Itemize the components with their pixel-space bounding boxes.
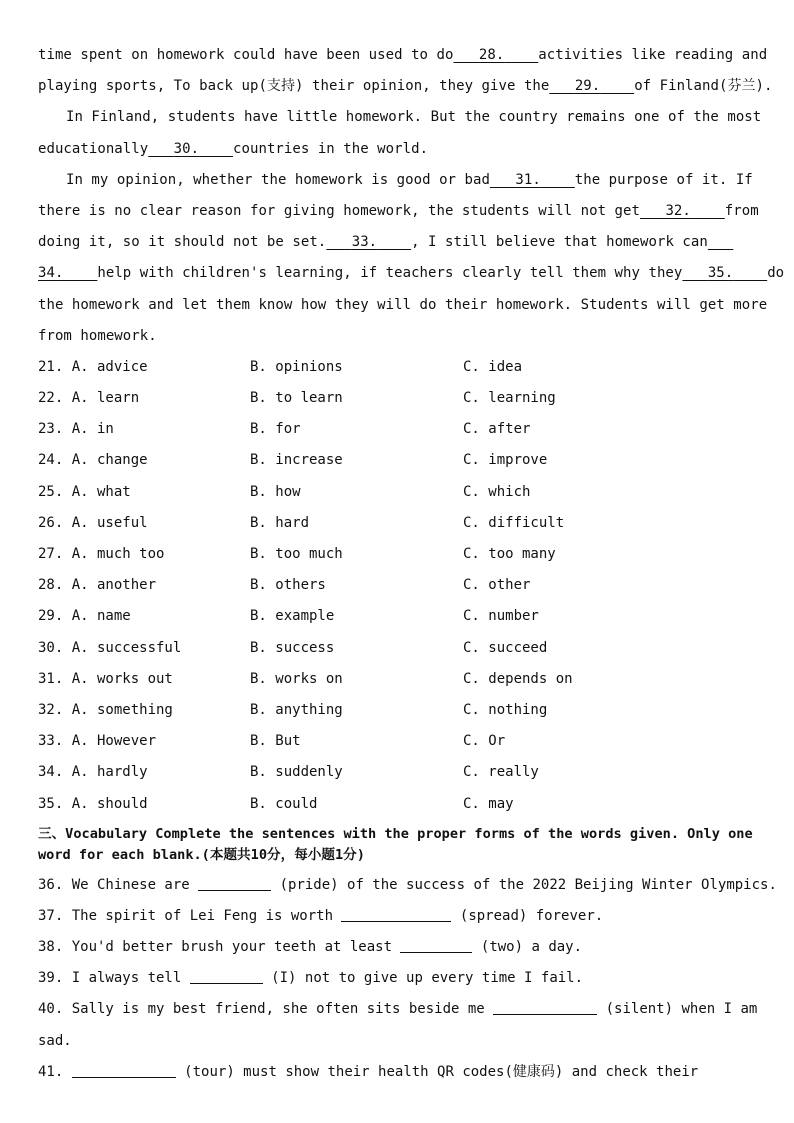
option-b: B. increase <box>250 452 343 469</box>
option-b: B. to learn <box>250 390 343 407</box>
passage-line: playing sports, To back up(支持) their opinion, they give the 29. of Finland(芬兰). <box>38 71 760 102</box>
option-c: C. nothing <box>463 701 548 718</box>
option-row <box>38 352 760 383</box>
option-a: 31. A. works out <box>38 670 173 687</box>
option-a: 22. A. learn <box>38 390 140 407</box>
option-b: B. success <box>250 639 335 656</box>
vocab-question-37: 37. The spirit of Lei Feng is worth (spread) forever. <box>38 907 604 924</box>
section-heading: 三、Vocabulary Complete the sentences with the proper forms of the words given. Only one word for each blank.(本题共10分，每小题1分) <box>38 825 753 863</box>
option-b: B. others <box>250 577 326 594</box>
option-b: B. anything <box>250 701 343 718</box>
option-row <box>38 445 760 476</box>
option-a: 35. A. should <box>38 795 148 812</box>
blank-33: 33. <box>351 234 378 251</box>
option-c: C. really <box>463 764 539 781</box>
option-a: 21. A. advice <box>38 358 148 375</box>
blank-30: 30. <box>173 140 200 157</box>
option-a: 28. A. another <box>38 577 157 594</box>
passage-line: there is no clear reason for giving homework, the students will not get 32. from <box>38 196 760 227</box>
option-c: C. number <box>463 608 539 625</box>
option-c: C. which <box>463 483 531 500</box>
option-a: 33. A. However <box>38 733 157 750</box>
option-a: 30. A. successful <box>38 639 182 656</box>
blank-31: 31. <box>515 171 541 188</box>
answer-blank[interactable] <box>341 907 451 922</box>
passage-line: from homework. <box>38 327 157 344</box>
passage-line: 34. help with children's learning, if teachers clearly tell them why they 35. do <box>38 258 760 289</box>
answer-blank[interactable] <box>493 1000 597 1015</box>
option-a: 25. A. what <box>38 483 131 500</box>
options-list <box>38 352 760 820</box>
vocab-question-39: 39. I always tell (I) not to give up every time I fail. <box>38 970 584 987</box>
blank-34: 34. <box>38 265 64 282</box>
vocab-question-38: 38. You'd better brush your teeth at least (two) a day. <box>38 939 583 956</box>
option-a: 32. A. something <box>38 701 173 718</box>
answer-blank[interactable] <box>190 969 263 984</box>
option-b: B. how <box>250 483 301 500</box>
option-c: C. other <box>463 577 531 594</box>
option-a: 24. A. change <box>38 452 148 469</box>
option-b: B. But <box>250 733 301 750</box>
option-b: B. for <box>250 421 301 438</box>
worksheet-page <box>38 40 785 1088</box>
option-row <box>38 508 760 539</box>
option-row <box>38 664 760 695</box>
vocab-question-40: 40. Sally is my best friend, she often sits beside me (silent) when I am <box>38 1001 758 1018</box>
answer-blank[interactable] <box>198 876 271 891</box>
passage-line: In Finland, students have little homework. But the country remains one of the most <box>66 109 762 126</box>
option-a: 29. A. name <box>38 608 131 625</box>
option-row <box>38 477 760 508</box>
vocab-question-36: 36. We Chinese are (pride) of the success of the 2022 Beijing Winter Olympics. <box>38 876 777 893</box>
option-b: B. too much <box>250 546 343 562</box>
option-row <box>38 757 760 788</box>
option-row <box>38 633 760 664</box>
option-b: B. works on <box>250 670 343 687</box>
option-row <box>38 414 760 445</box>
option-row <box>38 695 760 726</box>
option-b: B. suddenly <box>250 764 343 781</box>
option-c: C. idea <box>463 358 523 375</box>
vocab-question-41: 41. (tour) must show their health QR codes(健康码) and check their <box>38 1063 699 1080</box>
option-row <box>38 539 760 570</box>
option-a: 23. A. in <box>38 421 114 438</box>
passage-line: doing it, so it should not be set. 33. , I still believe that homework can <box>38 227 760 258</box>
blank-28: 28. <box>478 47 505 63</box>
option-b: B. hard <box>250 514 310 531</box>
blank-34-lead <box>708 227 733 258</box>
option-b: B. example <box>250 608 335 625</box>
passage-line: time spent on homework could have been used to do 28. activities like reading and <box>38 40 760 71</box>
blank-35: 35. <box>707 265 734 282</box>
option-b: B. could <box>250 795 318 812</box>
option-row <box>38 726 760 757</box>
vocab-question-40-cont: sad. <box>38 1032 72 1049</box>
option-c: C. depends on <box>463 670 573 687</box>
option-row <box>38 789 760 820</box>
option-row <box>38 570 760 601</box>
option-a: 26. A. useful <box>38 514 148 531</box>
option-row <box>38 601 760 632</box>
option-c: C. succeed <box>463 639 548 656</box>
option-c: C. too many <box>463 546 556 562</box>
option-b: B. opinions <box>250 358 343 375</box>
option-c: C. may <box>463 795 514 812</box>
passage-line: the homework and let them know how they will do their homework. Students will get more <box>38 296 768 313</box>
option-c: C. Or <box>463 733 506 750</box>
passage-line: educationally 30. countries in the world. <box>38 134 760 165</box>
option-c: C. learning <box>463 390 556 407</box>
option-row <box>38 383 760 414</box>
blank-32: 32. <box>665 202 691 219</box>
passage-line: In my opinion, whether the homework is good or bad 31. the purpose of it. If <box>38 165 760 196</box>
answer-blank[interactable] <box>72 1063 176 1078</box>
answer-blank[interactable] <box>400 938 472 953</box>
option-a: 27. A. much too <box>38 546 165 562</box>
option-c: C. improve <box>463 452 548 469</box>
option-a: 34. A. hardly <box>38 764 148 781</box>
blank-29: 29. <box>574 78 601 95</box>
option-c: C. difficult <box>463 514 565 531</box>
option-c: C. after <box>463 421 531 438</box>
